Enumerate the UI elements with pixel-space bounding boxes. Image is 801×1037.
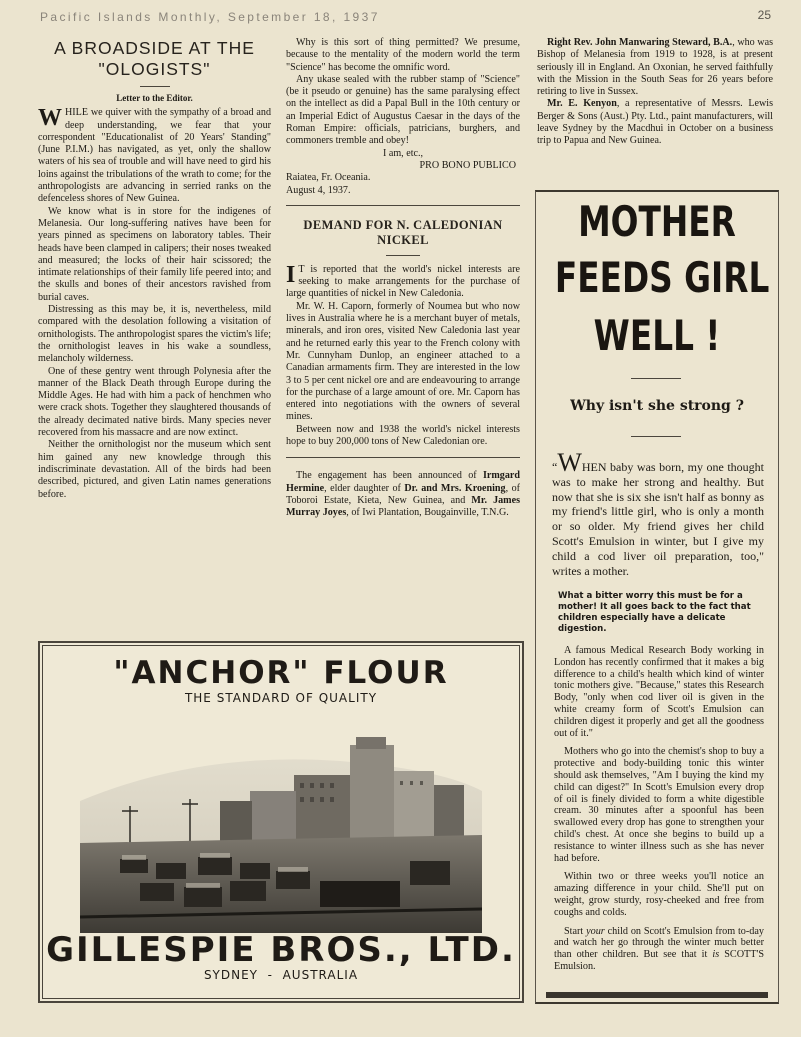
scott-text: Start [564,925,587,937]
drop-cap: W [557,448,582,477]
personal-text: , a representative of Messrs. Lewis Berger & Sons (Aust.) Pty. Ltd., paint manufacturers, will leave Sydney by the Macdhui in October on a business trip to Papua and New Guinea. [537,98,773,147]
broadside-article [38,38,271,501]
engagement-name: Mr. James Murray Joyes [286,494,521,519]
nickel-title-line1: DEMAND FOR N. CALEDONIAN [303,217,503,232]
scott-body [554,645,764,980]
letter-signature: PRO BONO PUBLICO [419,159,516,171]
personal-name: Mr. E. Kenyon [547,98,617,110]
nickel-paragraph: T is reported that the world's nickel interests are seeking to make arrangements for the purchase of large quantities of nickel in New Caledonia. [286,263,520,300]
scott-text: child on Scott's Emulsion from to-day and watch her go through the winter much better than other children. But see that it [554,925,764,961]
title-rule [140,86,170,87]
drop-cap: W [38,105,62,132]
broadside-title-line1: A BROADSIDE AT THE [54,38,255,58]
letter-date: August 4, 1937. [286,184,351,196]
engagement-notice [286,470,520,519]
personal-note [537,37,773,98]
personal-note [537,98,773,147]
broadside-paragraph: We know what is in store for the indigenes of Melanesia. Our long-suffering natives have been for years pinned as specimens on laboratory tables. Their heads have been clamped in calipers; their noses tweaked and measured; the locks of their hair scissored; the intimate relationships of their family life peered into; and the skulls and bones of their ancestors ravished from burial caves. [38,205,271,303]
engagement-text: , of Toboroi Estate, Kieta, New Guinea, and [286,482,520,506]
scott-bottom-bar [546,992,768,998]
letter-closing: I am, etc., [382,147,424,159]
broadside-paragraph: Any ukase sealed with the rubber stamp of "Science" (be it pseudo or genuine) has the same paralysing effect on the intellect as did a Papal Bull in the 10th century or an Imperial Edict of Augustus Caesar in the days of the Roman Empire: officials, patricians, burghers, and commoners tremble and obey! [286,73,520,147]
anchor-tagline: THE STANDARD OF QUALITY [184,691,378,705]
nickel-paragraph: Mr. W. H. Caporn, formerly of Noumea but who now lives in Australia where he is a merchant buyer of metals, minerals, and iron ores, visited New Caledonia last year and he returned early this year to the French colony with Mr. Cunnyham Dunlop, an engineer attached to a Canadian armaments firm. They are interested in the low 3 to 5 per cent nickel ore and are endeavouring to arrange for the purchase of a large amount of ore. Mr. Caporn has entered into negotiations with the owners of several mines. [286,300,520,423]
scott-headline-line3: WELL ! [593,311,721,360]
broadside-paragraph: One of these gentry went through Polynesia after the manner of the Black Death through Europe during the Middle Ages. He had with him a pack of henchmen who were crack shots. Together they slaughtered thousands of the already decimated native birds. Many species never recovered from his massacre and are now extinct. [38,365,271,439]
scott-text: SCOTT'S Emulsion. [554,949,764,972]
scott-paragraph: Mothers who go into the chemist's shop to buy a protective and body-building tonic this winter should ask themselves, "Am I buying the kind my child can digest?" In Scott's Emulsion every drop of oil is finely divided to form a white digestible cream. 30 minutes after a spoonful has been swallowed every drop has gone to strengthen your child's chest. At once she begins to build up a resistance to winter illness such as she has never had before. [554,746,764,864]
anchor-location: SYDNEY - AUSTRALIA [203,968,359,982]
scott-emphasis: your [586,925,605,937]
broadside-title-line2: "OLOGISTS" [98,59,211,79]
engagement-text: , elder daughter of [324,482,405,494]
broadside-paragraph: Neither the ornithologist nor the museum which sent him gained any new knowledge through this indiscriminate devastation. All of the birds had been described, pictured, and given Latin names generations before. [38,439,271,500]
column-divider [286,205,520,206]
scott-paragraph: HEN baby was born, my one thought was to make her strong and healthy. But now that she is six she isn't half as bonny as my friend's little girl, who is only a month or so older. My friend gives her child Scott's Emulsion in winter, but I give my child a cod liver oil preparation, too," writes a mother. [552,460,764,578]
engagement-text: , of Iwi Plantation, Bougainville, T.N.G. [346,507,509,519]
personal-name: Right Rev. John Manwaring Steward, B.A. [547,37,733,48]
scott-rule [631,378,681,379]
anchor-company: GILLESPIE BROS., LTD. [46,930,516,970]
title-rule [386,255,420,256]
engagement-name: Irmgard Hermine [286,470,520,494]
drop-cap: I [286,261,296,288]
scott-intro [552,448,764,578]
scotts-emulsion-ad [535,190,779,1004]
open-quote: “ [552,460,558,474]
scott-paragraph [554,926,764,973]
scott-subhead: Why isn't she strong ? [570,398,744,414]
nickel-title [286,218,520,248]
personal-notes [537,37,773,148]
scott-paragraph: A famous Medical Research Body working in London has recently confirmed that it makes a big difference to a child's health which kind of winter tonic mothers give. "Because," states this Research Body, "only when cod liver oil is given in the white creamy form of Scott's Emulsion can children digest it properly and get all the goodness out of it." [554,645,764,739]
page-number: 25 [757,8,771,22]
running-head: Pacific Islands Monthly, September 18, 1937 [40,10,380,24]
broadside-title [38,38,271,80]
column-divider [286,457,520,458]
scott-paragraph: Within two or three weeks you'll notice an amazing difference in your child. She'll put on weight, grow sturdy, rosy-cheeked and free from coughs and colds. [554,871,764,918]
engagement-parents: Dr. and Mrs. Kroening [404,482,506,494]
broadside-paragraph: Distressing as this may be, it is, nevertheless, mild compared with the desolation following a visitation of ornithologists. The anthropologist spares the victim's life; the ornithologist leaves in his wake a soundless, melancholy wilderness. [38,304,271,365]
nickel-paragraph: Between now and 1938 the world's nickel interests hope to buy 200,000 tons of New Caledonian ore. [286,423,520,448]
scott-rule [631,436,681,437]
scott-headline-line2: FEEDS GIRL [554,253,770,302]
letter-subhead: Letter to the Editor. [116,93,193,103]
scott-headline-line1: MOTHER [578,197,736,246]
scott-callout: What a bitter worry this must be for a mother! It all goes back to the fact that children especially have a delicate digestion. [558,591,751,634]
nickel-title-line2: NICKEL [377,232,429,247]
anchor-flour-ad [38,641,524,1003]
personal-text: , who was Bishop of Melanesia from 1919 to 1928, is at present seriously ill in England. An Oxonian, he served faithfully with the Mission in the South Seas for 26 years before retiring to live in Sussex. [537,37,773,98]
scott-emphasis: is [712,949,720,961]
broadside-continuation [286,37,520,520]
engagement-text: The engagement has been announced of [296,470,483,482]
mill-photograph [80,731,482,933]
broadside-paragraph: Why is this sort of thing permitted? We presume, because to the mentality of the modern world the term "Science" has become the omnific word. [286,37,520,73]
anchor-headline: "ANCHOR" FLOUR [113,655,449,691]
letter-place: Raiatea, Fr. Oceania. [286,172,371,184]
broadside-paragraph: HILE we quiver with the sympathy of a broad and deep understanding, we fear that your correspondent "Educationalist of 20 Years' Standing" (June P.I.M.) has navigated, as yet, only the shallow waters of his sea of trouble and will have need to gird his loins against the tribulations of the wrath to come; for the anthropologists are advancing in serried ranks on the defenceless shores of New Guinea. [38,107,271,205]
